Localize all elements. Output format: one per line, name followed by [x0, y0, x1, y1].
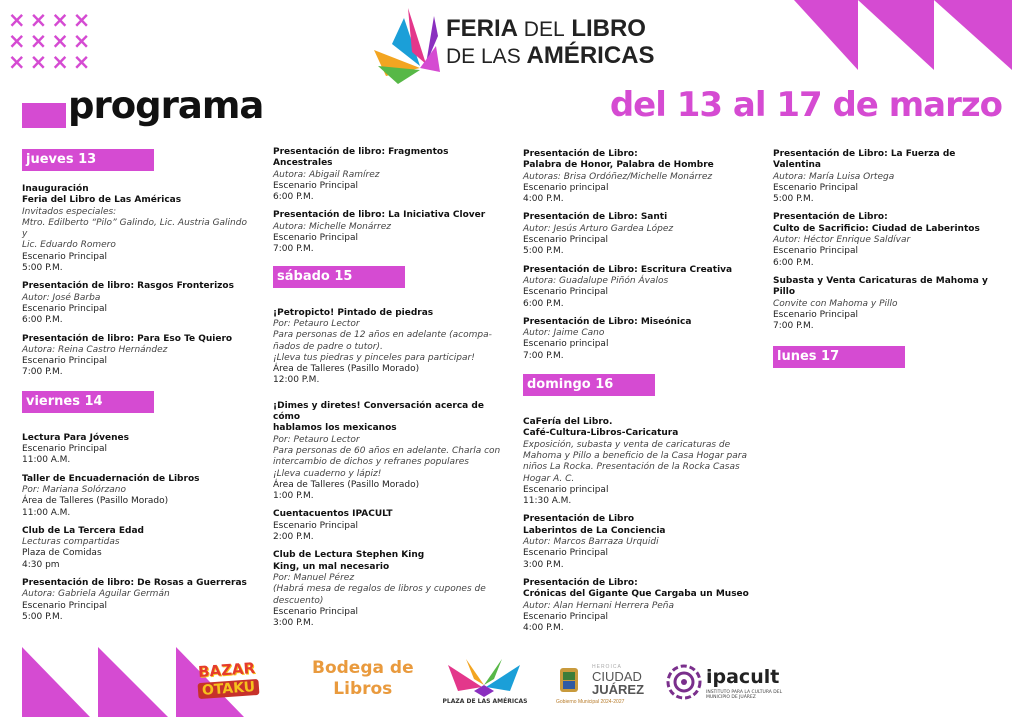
- day-header-lunes: lunes 17: [773, 346, 905, 368]
- event-item: [773, 276, 1005, 332]
- juarez-logo-text: [556, 664, 645, 705]
- event-item: [22, 184, 254, 274]
- event-author: descuento): [273, 595, 324, 606]
- event-place: Escenario Principal: [273, 180, 358, 191]
- cj-gobierno: Gobierno Municipal 2024-2027: [556, 699, 625, 705]
- event-hour: 7:00 P.M.: [523, 350, 564, 361]
- event-author: ¡Lleva tus piedras y pinceles para participar!: [273, 352, 475, 363]
- logo-word-feria: FERIA: [446, 15, 518, 42]
- bazar-otaku-logo: [198, 660, 284, 700]
- event-author: Autoras: Brisa Ordóñez/Michelle Monárrez: [523, 171, 713, 182]
- bodega-logo: [312, 658, 414, 700]
- event-hour: 11:00 A.M.: [22, 455, 71, 466]
- day-header-sabado: sábado 15: [273, 266, 405, 288]
- day-header-domingo: domingo 16: [523, 374, 655, 396]
- event-item: [773, 149, 1005, 205]
- event-hour: 5:00 P.M.: [22, 611, 63, 622]
- event-item: [273, 401, 505, 503]
- cj-juarez: JUÁREZ: [592, 682, 645, 697]
- event-title: ¡Dimes y diretes! Conversación acerca de cómo: [273, 400, 484, 423]
- event-author: Exposición, subasta y venta de caricaturas de: [523, 439, 731, 450]
- event-author: Por: Mariana Solórzano: [22, 484, 126, 495]
- event-title: hablamos los mexicanos: [273, 423, 397, 434]
- event-title: Presentación de libro: Rasgos Fronterizos: [22, 281, 234, 292]
- event-title: Crónicas del Gigante Que Cargaba un Museo: [523, 589, 749, 600]
- event-place: Escenario Principal: [22, 356, 107, 367]
- event-place: Escenario Principal: [273, 520, 358, 531]
- event-title: Club de La Tercera Edad: [22, 525, 144, 536]
- event-place: Escenario Principal: [523, 287, 608, 298]
- event-item: [523, 317, 755, 362]
- event-title: Presentación de libro: Para Eso Te Quiero: [22, 333, 233, 344]
- event-title: Feria del Libro de Las Américas: [22, 195, 182, 206]
- logo-word-del: DEL: [523, 18, 565, 41]
- event-place: Escenario Principal: [22, 251, 107, 262]
- event-author: Autora: Michelle Monárrez: [273, 221, 392, 232]
- event-title: Palabra de Honor, Palabra de Hombre: [523, 160, 714, 171]
- event-place: Escenario Principal: [773, 309, 858, 320]
- event-hour: 7:00 P.M.: [22, 367, 63, 378]
- event-title: Cuentacuentos IPACULT: [273, 509, 393, 520]
- event-item: [273, 550, 505, 629]
- event-title: Lectura Para Jóvenes: [22, 432, 129, 443]
- event-item: [523, 149, 755, 205]
- event-author: Mahoma y Pillo a beneficio de la Casa Hogar para: [523, 450, 747, 461]
- event-hour: 1:00 P.M.: [273, 491, 314, 502]
- event-author: Autora: Gabriela Aguilar Germán: [22, 589, 170, 600]
- decor-x-pattern: ×××× ×××× ××××: [8, 8, 95, 74]
- event-title: Presentación de Libro: Miseónica: [523, 316, 692, 327]
- event-hour: 5:00 P.M.: [773, 194, 814, 205]
- column-2: [273, 147, 505, 636]
- event-hour: 5:00 P.M.: [22, 263, 63, 274]
- event-author: Autor: José Barba: [22, 292, 101, 303]
- event-author: Autor: Jaime Cano: [523, 328, 605, 339]
- cj-ciudad: CIUDAD: [592, 669, 642, 684]
- event-item: [273, 147, 505, 203]
- ipacult-subtitle: INSTITUTO PARA LA CULTURA DEL MUNICIPIO DE JUÁREZ: [706, 690, 783, 700]
- bodega-line1: Bodega de: [312, 658, 414, 678]
- event-author: (Habrá mesa de regalos de libros y cupones de: [273, 584, 486, 595]
- event-item: [22, 433, 254, 467]
- event-title: Presentación de Libro: Escritura Creativa: [523, 264, 733, 275]
- event-item: [273, 210, 505, 255]
- event-title: King, un mal necesario: [273, 561, 390, 572]
- event-hour: 11:00 A.M.: [22, 507, 71, 518]
- otaku-word: OTAKU: [198, 679, 260, 699]
- event-item: [22, 526, 254, 571]
- event-item: [273, 308, 505, 387]
- event-place: Escenario Principal: [22, 600, 107, 611]
- event-place: Escenario principal: [523, 182, 609, 193]
- event-hour: 2:00 P.M.: [273, 532, 314, 543]
- event-place: Escenario Principal: [273, 606, 358, 617]
- bazar-word: BAZAR: [197, 659, 256, 681]
- event-author: ¡Lleva cuaderno y lápiz!: [273, 468, 382, 479]
- event-item: [273, 509, 505, 543]
- event-hour: 6:00 P.M.: [273, 192, 314, 203]
- event-hour: 5:00 P.M.: [523, 246, 564, 257]
- event-title: Presentación de Libro: [523, 514, 635, 525]
- event-hour: 4:00 P.M.: [523, 623, 564, 634]
- decor-triangles-top: [794, 0, 1024, 74]
- event-place: Escenario principal: [523, 484, 609, 495]
- event-item: [523, 578, 755, 634]
- event-title: Presentación de Libro:: [523, 149, 638, 159]
- event-hour: 7:00 P.M.: [773, 321, 814, 332]
- event-author: Autor: Alan Hernani Herrera Peña: [523, 600, 675, 611]
- event-place: Área de Talleres (Pasillo Morado): [273, 364, 420, 375]
- event-author: Lecturas compartidas: [22, 537, 120, 548]
- event-place: Área de Talleres (Pasillo Morado): [273, 479, 420, 490]
- event-place: Escenario principal: [523, 339, 609, 350]
- event-item: [523, 514, 755, 570]
- event-title: Culto de Sacrificio: Ciudad de Laberintos: [773, 223, 980, 234]
- event-hour: 11:30 A.M.: [523, 496, 572, 507]
- event-author: Autora: María Luisa Ortega: [773, 171, 895, 182]
- event-place: Escenario Principal: [773, 182, 858, 193]
- event-title: Taller de Encuadernación de Libros: [22, 473, 200, 484]
- event-hour: 4:30 pm: [22, 559, 60, 570]
- event-author: Para personas de 60 años en adelante. Charla con: [273, 445, 501, 456]
- plaza-label: PLAZA DE LAS AMÉRICAS: [442, 698, 528, 705]
- event-author: Invitados especiales:: [22, 206, 117, 217]
- event-title: Presentación de libro: La Iniciativa Clover: [273, 210, 486, 221]
- feria-logo-text: [446, 16, 655, 70]
- event-title: Presentación de libro: De Rosas a Guerreras: [22, 578, 247, 589]
- event-author: Autora: Guadalupe Piñón Ávalos: [523, 275, 669, 286]
- event-hour: 3:00 P.M.: [273, 618, 314, 629]
- event-place: Área de Talleres (Pasillo Morado): [22, 496, 169, 507]
- event-author: Autor: Marcos Barraza Urquidi: [523, 537, 659, 548]
- event-author: Por: Petauro Lector: [273, 434, 360, 445]
- date-range: del 13 al 17 de marzo: [609, 85, 1002, 125]
- event-title: Inauguración: [22, 184, 89, 194]
- page-title: programa: [68, 84, 264, 127]
- event-author: Por: Manuel Pérez: [273, 572, 355, 583]
- event-hour: 4:00 P.M.: [523, 194, 564, 205]
- event-author: Hogar A. C.: [523, 473, 575, 484]
- event-hour: 6:00 P.M.: [773, 257, 814, 268]
- ipacult-text: ipacult: [706, 666, 780, 688]
- event-author: niños La Rocka. Presentación de la Rocka Casas: [523, 462, 740, 473]
- event-place: Escenario Principal: [22, 303, 107, 314]
- event-author: Autora: Reina Castro Hernández: [22, 344, 168, 355]
- logo-word-americas: AMÉRICAS: [526, 42, 655, 69]
- event-hour: 7:00 P.M.: [273, 244, 314, 255]
- event-author: Convite con Mahoma y Pillo: [773, 298, 898, 309]
- event-item: [523, 265, 755, 310]
- event-place: Escenario Principal: [523, 611, 608, 622]
- day-header-jueves: jueves 13: [22, 149, 154, 171]
- event-title: Presentación de Libro:: [523, 577, 638, 588]
- column-4: [773, 149, 1005, 381]
- ipacult-flower-icon: [664, 662, 704, 702]
- event-author: Mtro. Edilberto “Pilo” Galindo, Lic. Austria Galindo y: [22, 217, 247, 240]
- event-item: [523, 417, 755, 507]
- cj-heroica: HEROICA: [592, 664, 622, 670]
- event-title: Presentación de libro: Fragmentos Ancestrales: [273, 147, 449, 169]
- logo-word-libro: LIBRO: [571, 15, 646, 42]
- event-author: Lic. Eduardo Romero: [22, 240, 116, 251]
- event-title: Laberintos de La Conciencia: [523, 525, 666, 536]
- event-hour: 6:00 P.M.: [22, 315, 63, 326]
- event-author: Por: Petauro Lector: [273, 318, 360, 329]
- juarez-shield-icon: [556, 664, 582, 700]
- column-1: [22, 149, 254, 630]
- event-hour: 6:00 P.M.: [523, 298, 564, 309]
- day-header-viernes: viernes 14: [22, 391, 154, 413]
- event-title: Subasta y Venta Caricaturas de Mahoma y Pillo: [773, 275, 988, 298]
- event-title: Club de Lectura Stephen King: [273, 550, 425, 561]
- event-hour: 3:00 P.M.: [523, 559, 564, 570]
- event-title: Café-Cultura-Libros-Caricatura: [523, 428, 679, 439]
- column-3: [523, 149, 755, 641]
- event-item: [22, 474, 254, 519]
- event-item: [22, 281, 254, 326]
- event-title: Presentación de Libro: Santi: [523, 212, 668, 223]
- event-title: CaFería del Libro.: [523, 417, 613, 428]
- logo-word-delas: DE LAS: [446, 45, 521, 68]
- event-author: Autor: Héctor Enrique Saldívar: [773, 235, 911, 246]
- event-place: Escenario Principal: [523, 235, 608, 246]
- event-place: Escenario Principal: [773, 246, 858, 257]
- event-title: Presentación de Libro: La Fuerza de Valentina: [773, 149, 956, 171]
- event-place: Escenario Principal: [273, 233, 358, 244]
- event-item: [22, 334, 254, 379]
- event-item: [773, 212, 1005, 268]
- event-author: Para personas de 12 años en adelante (acompa-: [273, 330, 492, 341]
- bodega-line2: Libros: [333, 679, 393, 699]
- event-place: Escenario Principal: [22, 444, 107, 455]
- programa-bar: [22, 103, 66, 128]
- event-item: [523, 212, 755, 257]
- event-author: intercambio de dichos y refranes populares: [273, 457, 469, 468]
- event-title: ¡Petropicto! Pintado de piedras: [273, 307, 434, 318]
- event-place: Escenario Principal: [523, 548, 608, 559]
- event-author: Autor: Jesús Arturo Gardea López: [523, 223, 674, 234]
- event-author: ñados de padre o tutor).: [273, 341, 383, 352]
- event-author: Autora: Abigail Ramírez: [273, 169, 380, 180]
- event-item: [22, 578, 254, 623]
- event-title: Presentación de Libro:: [773, 212, 888, 223]
- event-place: Plaza de Comidas: [22, 548, 102, 559]
- event-hour: 12:00 P.M.: [273, 375, 320, 386]
